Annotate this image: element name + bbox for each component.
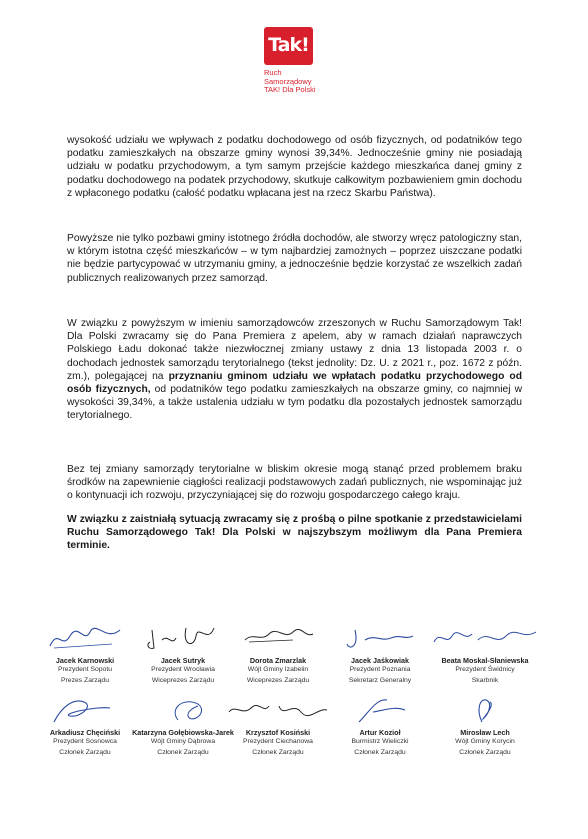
signatory-role: Prezydent Ciechanowa [243, 738, 313, 745]
signature-block [128, 692, 238, 758]
signatory-position: Członek Zarządu [354, 748, 406, 756]
handwritten-signature [40, 692, 130, 726]
handwritten-signature [40, 620, 130, 654]
signatory-name: Katarzyna Gołębiowska-Jarek [132, 728, 234, 737]
signatory-position: Członek Zarządu [252, 748, 304, 756]
paragraph-3 [67, 317, 522, 423]
handwritten-signature [430, 620, 540, 654]
handwritten-signature [233, 620, 323, 654]
signatory-position: Członek Zarządu [157, 748, 209, 756]
signatory-role: Wójt Gminy Korycin [455, 738, 515, 745]
handwritten-signature [440, 692, 530, 726]
signature-block [30, 620, 140, 686]
signature-block [325, 692, 435, 758]
logo-caption [257, 69, 327, 95]
signatory-name: Artur Kozioł [359, 728, 401, 737]
signatory-role: Prezydent Wrocławia [151, 666, 215, 673]
signatory-role: Prezydent Świdnicy [455, 666, 515, 673]
signatory-name: Jacek Sutryk [160, 656, 206, 665]
signatory-name: Jacek Karnowski [55, 656, 115, 665]
logo-line-1: Ruch [264, 68, 282, 77]
signatory-role: Wójt Gminy Dąbrowa [150, 738, 216, 745]
signatory-position: Skarbnik [471, 676, 499, 684]
closing-request: W związku z zaistniałą sytuacją zwracamy się z prośbą o pilne spotkanie z przedstawicielami Ruchu Samorządowego Tak! Dla Polski w najszybszym możliwym dla Pana Premiera terminie. [67, 514, 522, 552]
handwritten-signature [138, 620, 228, 654]
signatory-position: Prezes Zarządu [61, 676, 109, 684]
handwritten-signature [335, 692, 425, 726]
paragraph-3-part-a: W związku z powyższym w imieniu samorządowców zrzeszonych w Ruchu Samorządowym Tak! Dla Polski zwracamy się do Pana Premiera z apelem, aby w ramach działań naprawczych Polskiego Ładu dokonać także niezwłocznej zmiany ustawy z dnia 13 listopada 2003 r. o dochodach jednostek samorządu terytorialnego (tekst jednolity: Dz. U. z 2021 r., poz. 1672 z późn. zm.), polegającej na [67, 318, 522, 382]
tak-logo [257, 27, 327, 95]
paragraph-3-part-c: od podatników tego podatku zamieszkałych na obszarze gminy, co najmniej w wysokości 39,34%, a także ustalenia udziału w tym podatku dla pozostałych jednostek samorządu terytorialnego. [67, 384, 523, 422]
signature-block [430, 692, 540, 758]
logo-line-2: Samorządowy [264, 76, 312, 86]
signatory-role: Prezydent Sopotu [57, 666, 113, 673]
signatory-position: Sekretarz Generalny [348, 676, 412, 684]
signatory-name: Arkadiusz Chęciński [49, 728, 121, 737]
paragraph-1: wysokość udziału we wpływach z podatku dochodowego od osób fizycznych, od podatników tego podatku zamieszkałych na obszarze gminy wynosi 39,34%. Jednocześnie gminy nie posiadają udziału w podatku przychodowym, a tym samym przejście każdego mieszkańca danej gminy z podatku dochodowego na podatek przychodowy, skutkuje całkowitym pozbawieniem gmin dochodu z wpłaconego podatku (całość podatku wpłacana jest na rzecz Skarbu Państwa). [67, 135, 522, 199]
paragraph-4: Bez tej zmiany samorządy terytorialne w bliskim okresie mogą stanąć przed problemem braku środków na zapewnienie ciągłości realizacji podstawowych zadań publicznych, nie wspominając już o kontynuacji ich rozwoju, przyczyniającej się do rozwoju gospodarczego całego kraju. [67, 464, 522, 502]
handwritten-signature [138, 692, 228, 726]
handwritten-signature [223, 692, 333, 726]
logo-mark [264, 27, 313, 65]
signature-block [30, 692, 140, 758]
signatory-name: Mirosław Lech [460, 728, 510, 737]
signatory-name: Beata Moskal-Słaniewska [441, 656, 529, 665]
signatory-position: Członek Zarządu [59, 748, 111, 756]
signature-block [430, 620, 540, 686]
logo-mark-text: Tak! [268, 34, 309, 56]
signature-block [223, 692, 333, 758]
signatory-role: Prezydent Poznania [349, 666, 411, 673]
signatory-position: Wiceprezes Zarządu [151, 676, 215, 684]
signatory-name: Dorota Zmarzlak [249, 656, 307, 665]
signature-block [223, 620, 333, 686]
handwritten-signature [335, 620, 425, 654]
paragraph-2: Powyższe nie tylko pozbawi gminy istotnego źródła dochodów, ale stworzy wręcz patologiczny stan, w którym istotna część mieszkańców – w tym najbardziej zamożnych – poprzez uiszczane podatki nie będzie partycypować w utrzymaniu gminy, a jednocześnie będzie korzystać ze wszelkich zadań publicznych realizowanych przez samorząd. [67, 233, 523, 284]
paragraph-3-bold: przyznaniu gminom udziału we wpłatach podatku przychodowego od osób fizycznych, [67, 370, 522, 396]
signatory-role: Prezydent Sosnowca [53, 738, 117, 745]
signatory-position: Wiceprezes Zarządu [246, 676, 310, 684]
signatory-role: Burmistrz Wieliczki [351, 738, 409, 745]
signatory-position: Członek Zarządu [459, 748, 511, 756]
logo-line-3: TAK! Dla Polski [264, 85, 316, 94]
signatory-name: Krzysztof Kosiński [245, 728, 311, 737]
signature-block [325, 620, 435, 686]
signature-block [128, 620, 238, 686]
signatory-role: Wójt Gminy Izabelin [247, 666, 309, 673]
signatory-name: Jacek Jaśkowiak [351, 656, 409, 665]
